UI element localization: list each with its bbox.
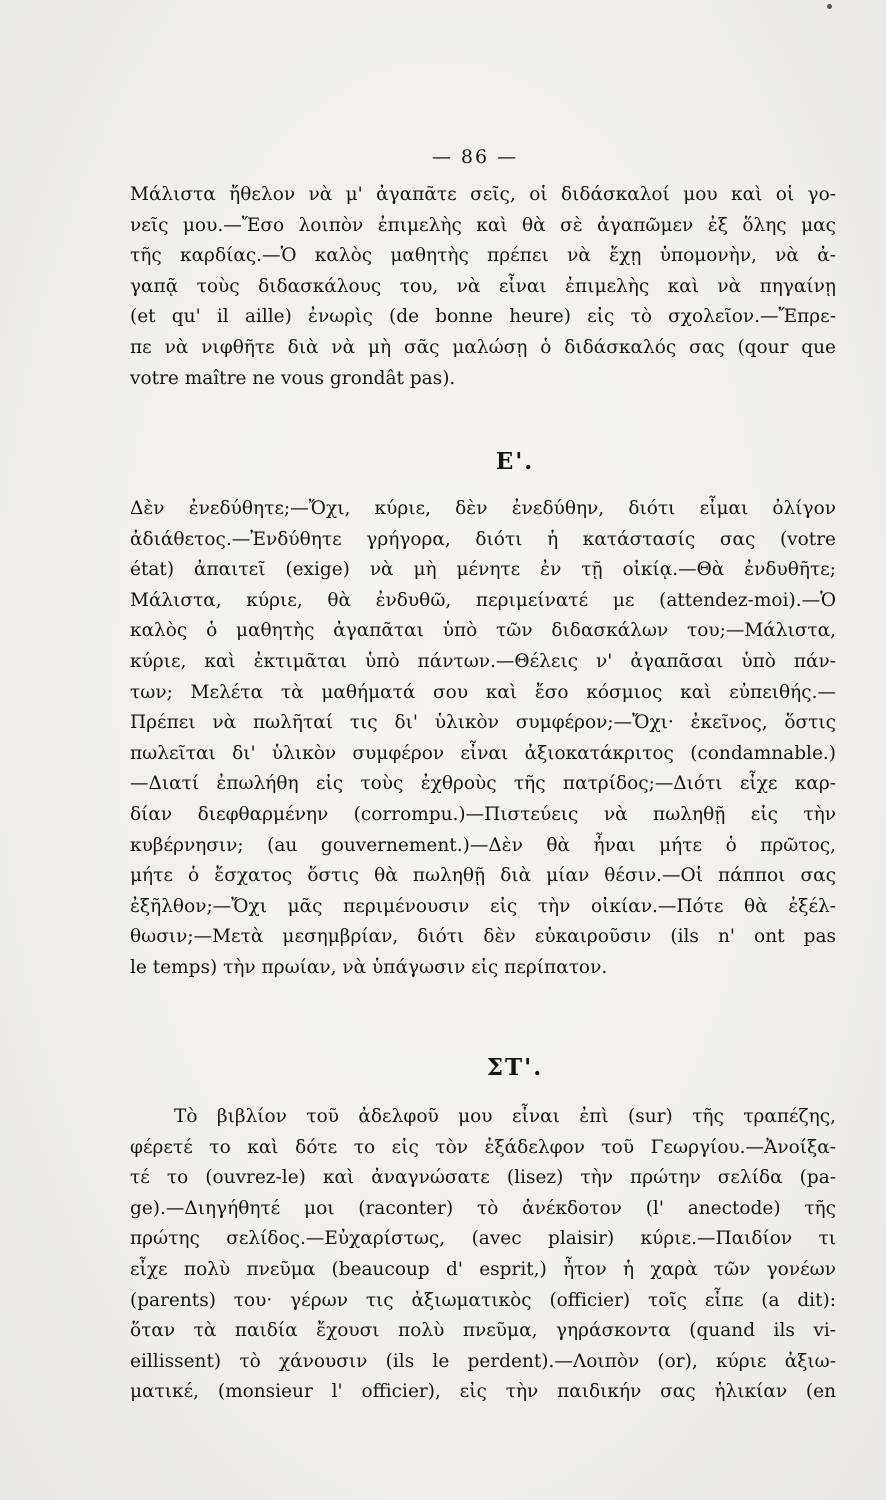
text-line: μήτε ὁ ἔσχατος ὅστις θὰ πωληθῇ διὰ μίαν θέσιν.—Οἱ πάπποι σας	[130, 865, 836, 887]
paragraph-1	[130, 180, 836, 394]
text-line: τέ το (ouvrez-le) καὶ ἀναγνώσατε (lisez) τὴν πρώτην σελίδα (pa-	[130, 1167, 836, 1189]
text-line: πρώτης σελίδος.—Εὐχαρίστως, (avec plaisir) κύριε.—Παιδίον τι	[130, 1228, 836, 1250]
text-line: Μάλιστα ἤθελον νὰ μ' ἀγαπᾶτε σεῖς, οἱ διδάσκαλοί μου καὶ οἱ γο-	[130, 184, 836, 205]
text-line: ματικέ, (monsieur l' officier), εἰς τὴν παιδικήν σας ἡλικίαν (en	[130, 1381, 836, 1403]
text-line: δίαν διεφθαρμένην (corrompu.)—Πιστεύεις νὰ πωληθῇ εἰς τὴν	[130, 803, 836, 825]
text-line: θωσιν;—Μετὰ μεσημβρίαν, διότι δὲν εὐκαιροῦσιν (ils n' ont pas	[130, 926, 836, 948]
text-line: κυβέρνησιν; (au gouvernement.)—Δὲν θὰ ἦναι μήτε ὁ πρῶτος,	[130, 834, 836, 856]
text-line: γαπᾷ τοὺς διδασκάλους του, νὰ εἶναι ἐπιμελὴς καὶ νὰ πηγαίνῃ	[130, 275, 836, 297]
text-line: εἶχε πολὺ πνεῦμα (beaucoup d' esprit,) ἦτον ἡ χαρὰ τῶν γονέων	[130, 1258, 836, 1280]
text-line: —Διατί ἐπωλήθη εἰς τοὺς ἐχθροὺς τῆς πατρίδος;—Διότι εἶχε καρ-	[130, 773, 836, 795]
text-line: état) ἀπαιτεῖ (exige) νὰ μὴ μένητε ἐν τῇ οἰκίᾳ.—Θὰ ἐνδυθῆτε;	[130, 559, 836, 581]
text-line: Μάλιστα, κύριε, θὰ ἐνδυθῶ, περιμείνατέ με (attendez-moi).—Ὁ	[130, 589, 836, 611]
paragraph-3	[130, 1102, 836, 1408]
text-line: καλὸς ὁ μαθητὴς ἀγαπᾶται ὑπὸ τῶν διδασκάλων του;—Μάλιστα,	[130, 620, 836, 642]
section-heading-e: Ε'.	[495, 448, 535, 475]
text-line: (et qu' il aille) ἐνωρὶς (de bonne heure) εἰς τὸ σχολεῖον.—Ἔπρε-	[130, 306, 836, 328]
text-line: ἀδιάθετος.—Ἐνδύθητε γρήγορα, διότι ἡ κατάστασίς σας (votre	[130, 528, 836, 550]
text-line: των; Μελέτα τὰ μαθήματά σου καὶ ἔσο κόσμιος καὶ εὐπειθής.—	[130, 681, 836, 703]
text-line: votre maître ne vous grondât pas).	[130, 367, 456, 389]
text-line: πωλεῖται δι' ὑλικὸν συμφέρον εἶναι ἀξιοκατάκριτος (condamnable.)	[130, 742, 836, 764]
text-line: (parents) του· γέρων τις ἀξιωματικὸς (officier) τοῖς εἶπε (a dit):	[130, 1289, 836, 1311]
paragraph-2	[130, 494, 836, 984]
page-number: — 86 —	[431, 146, 519, 168]
text-line: πε νὰ νιφθῆτε διὰ νὰ μὴ σᾶς μαλώσῃ ὁ διδάσκαλός σας (qour que	[130, 336, 836, 358]
text-line: Πρέπει νὰ πωλῆταί τις δι' ὑλικὸν συμφέρον;—Ὄχι· ἐκεῖνος, ὅστις	[130, 712, 836, 734]
section-heading-st: ΣΤ'.	[486, 1054, 544, 1081]
text-line: φέρετέ το καὶ δότε το εἰς τὸν ἐξάδελφον τοῦ Γεωργίου.—Ἀνοίξα-	[130, 1136, 836, 1158]
text-line: ge).—Διηγήθητέ μοι (raconter) τὸ ἀνέκδοτον (l' anectode) τῆς	[130, 1197, 836, 1219]
text-line: ὅταν τὰ παιδία ἔχουσι πολὺ πνεῦμα, γηράσκοντα (quand ils vi-	[130, 1320, 836, 1342]
ink-speck	[827, 4, 832, 9]
text-line: Τὸ βιβλίον τοῦ ἀδελφοῦ μου εἶναι ἐπὶ (sur) τῆς τραπέζης,	[174, 1106, 836, 1127]
text-line: Δὲν ἐνεδύθητε;—Ὄχι, κύριε, δὲν ἐνεδύθην, διότι εἶμαι ὀλίγον	[130, 498, 836, 519]
text-line: τῆς καρδίας.—Ὁ καλὸς μαθητὴς πρέπει νὰ ἔχῃ ὑπομονὴν, νὰ ἀ-	[130, 245, 836, 267]
text-line: κύριε, καὶ ἐκτιμᾶται ὑπὸ πάντων.—Θέλεις ν' ἀγαπᾶσαι ὑπὸ πάν-	[130, 650, 836, 672]
text-line: eillissent) τὸ χάνουσιν (ils le perdent).—Λοιπὸν (or), κύριε ἀξιω-	[130, 1350, 836, 1372]
text-line: ἐξῆλθον;—Ὄχι μᾶς περιμένουσιν εἰς τὴν οἰκίαν.—Πότε θὰ ἐξέλ-	[130, 895, 836, 917]
text-line: νεῖς μου.—Ἔσο λοιπὸν ἐπιμελὴς καὶ θὰ σὲ ἀγαπῶμεν ἐξ ὅλης μας	[130, 214, 836, 236]
text-line: le temps) τὴν πρωίαν, νὰ ὑπάγωσιν εἰς περίπατον.	[130, 956, 608, 978]
